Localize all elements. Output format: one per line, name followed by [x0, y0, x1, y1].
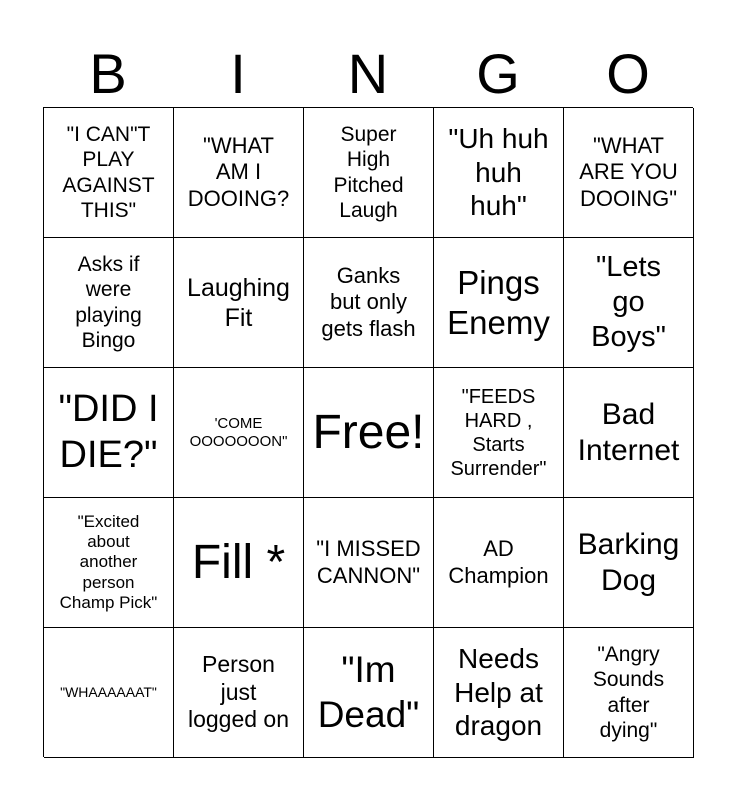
bingo-cell[interactable]	[434, 628, 564, 758]
bingo-cell[interactable]	[44, 368, 174, 498]
header-letter-g: G	[476, 42, 520, 105]
cell-label: "WHAT ARE YOU DOOING"	[579, 132, 678, 211]
bingo-cell[interactable]	[564, 498, 694, 628]
cell-label: Pings Enemy	[447, 263, 550, 341]
bingo-cell[interactable]	[434, 368, 564, 498]
bingo-cell[interactable]	[174, 238, 304, 368]
cell-label: "Lets go Boys"	[591, 251, 666, 353]
cell-label: Bad Internet	[577, 397, 680, 467]
cell-label: "Excited about another person Champ Pick"	[59, 511, 158, 613]
bingo-cell[interactable]	[44, 108, 174, 238]
cell-label: "Im Dead"	[317, 649, 420, 735]
cell-label: Needs Help at dragon	[454, 643, 543, 742]
cell-label: Fill *	[191, 535, 286, 589]
bingo-cell[interactable]	[174, 368, 304, 498]
cell-label: AD Champion	[448, 536, 549, 588]
cell-label: "Uh huh huh huh"	[448, 123, 549, 222]
cell-label: 'COME OOOOOOON"	[189, 414, 288, 450]
bingo-cell[interactable]	[174, 628, 304, 758]
bingo-cell[interactable]	[434, 108, 564, 238]
bingo-board	[43, 107, 693, 757]
cell-label: Person just logged on	[187, 651, 290, 733]
bingo-cell[interactable]	[304, 628, 434, 758]
cell-label: Laughing Fit	[187, 273, 290, 332]
header-letter-n: N	[347, 42, 389, 105]
cell-label: Barking Dog	[577, 527, 680, 597]
bingo-cell[interactable]	[564, 108, 694, 238]
bingo-cell[interactable]	[434, 238, 564, 368]
bingo-cell[interactable]	[434, 498, 564, 628]
cell-label: Asks if were playing Bingo	[75, 253, 142, 352]
free-space-cell[interactable]	[304, 368, 434, 498]
bingo-cell[interactable]	[174, 498, 304, 628]
cell-label: Ganks but only gets flash	[321, 262, 416, 341]
cell-label: "WHAT AM I DOOING?	[187, 132, 290, 211]
cell-label: "I MISSED CANNON"	[316, 536, 421, 588]
header-letter-b: B	[89, 42, 127, 105]
bingo-cell[interactable]	[304, 238, 434, 368]
cell-label: "I CAN"T PLAY AGAINST THIS"	[62, 123, 155, 222]
cell-label: "FEEDS HARD , Starts Surrender"	[450, 385, 547, 480]
cell-label: "Angry Sounds after dying"	[592, 643, 665, 742]
cell-label: "WHAAAAAAT"	[60, 684, 157, 701]
header-letter-o: O	[606, 42, 650, 105]
bingo-header	[43, 40, 693, 108]
bingo-cell[interactable]	[304, 108, 434, 238]
bingo-cell[interactable]	[44, 628, 174, 758]
header-letter-i: I	[230, 42, 246, 105]
cell-label: "DID I DIE?"	[58, 387, 159, 476]
cell-label: Super High Pitched Laugh	[333, 123, 404, 222]
bingo-cell[interactable]	[564, 238, 694, 368]
bingo-cell[interactable]	[44, 238, 174, 368]
bingo-cell[interactable]	[174, 108, 304, 238]
bingo-cell[interactable]	[564, 628, 694, 758]
bingo-cell[interactable]	[304, 498, 434, 628]
bingo-cell[interactable]	[564, 368, 694, 498]
cell-label: Free!	[312, 405, 425, 459]
bingo-cell[interactable]	[44, 498, 174, 628]
